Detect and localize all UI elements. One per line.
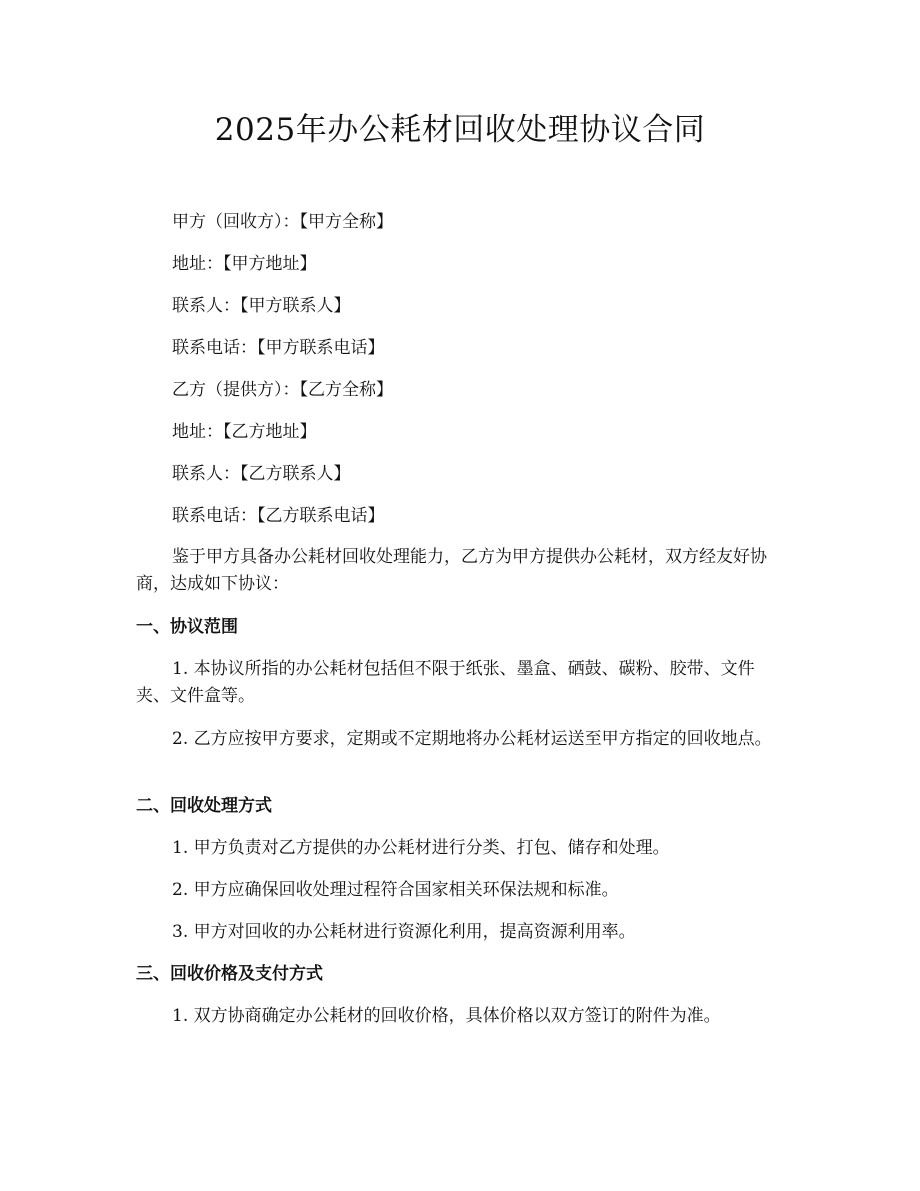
party-a-address: 地址：【甲方地址】: [172, 254, 317, 274]
section-item: 2. 甲方应确保回收处理过程符合国家相关环保法规和标准。: [172, 880, 619, 900]
section-item: 1. 甲方负责对乙方提供的办公耗材进行分类、打包、储存和处理。: [172, 838, 670, 858]
party-a-name: 甲方（回收方）：【甲方全称】: [172, 212, 393, 232]
party-b-contact: 联系人：【乙方联系人】: [172, 464, 351, 484]
section-heading: 三、回收价格及支付方式: [136, 964, 323, 984]
party-b-address: 地址：【乙方地址】: [172, 422, 317, 442]
party-b-phone: 联系电话：【乙方联系电话】: [172, 506, 385, 526]
section-item: 1. 本协议所指的办公耗材包括但不限于纸张、墨盒、硒鼓、碳粉、胶带、文件夹、文件盒等。: [136, 659, 755, 706]
party-a-phone: 联系电话：【甲方联系电话】: [172, 338, 385, 358]
section-item: 1. 双方协商确定办公耗材的回收价格，具体价格以双方签订的附件为准。: [172, 1006, 721, 1026]
preamble-paragraph: 鉴于甲方具备办公耗材回收处理能力，乙方为甲方提供办公耗材，双方经友好协商，达成如下协议：: [136, 547, 767, 594]
section-item: 2. 乙方应按甲方要求，定期或不定期地将办公耗材运送至甲方指定的回收地点。: [172, 729, 772, 749]
section-item: 3. 甲方对回收的办公耗材进行资源化利用，提高资源利用率。: [172, 922, 636, 942]
party-b-name: 乙方（提供方）：【乙方全称】: [172, 380, 393, 400]
section-heading: 二、回收处理方式: [136, 796, 272, 816]
party-a-contact: 联系人：【甲方联系人】: [172, 296, 351, 316]
section-heading: 一、协议范围: [136, 617, 238, 637]
document-title: 2025年办公耗材回收处理协议合同: [214, 112, 706, 148]
